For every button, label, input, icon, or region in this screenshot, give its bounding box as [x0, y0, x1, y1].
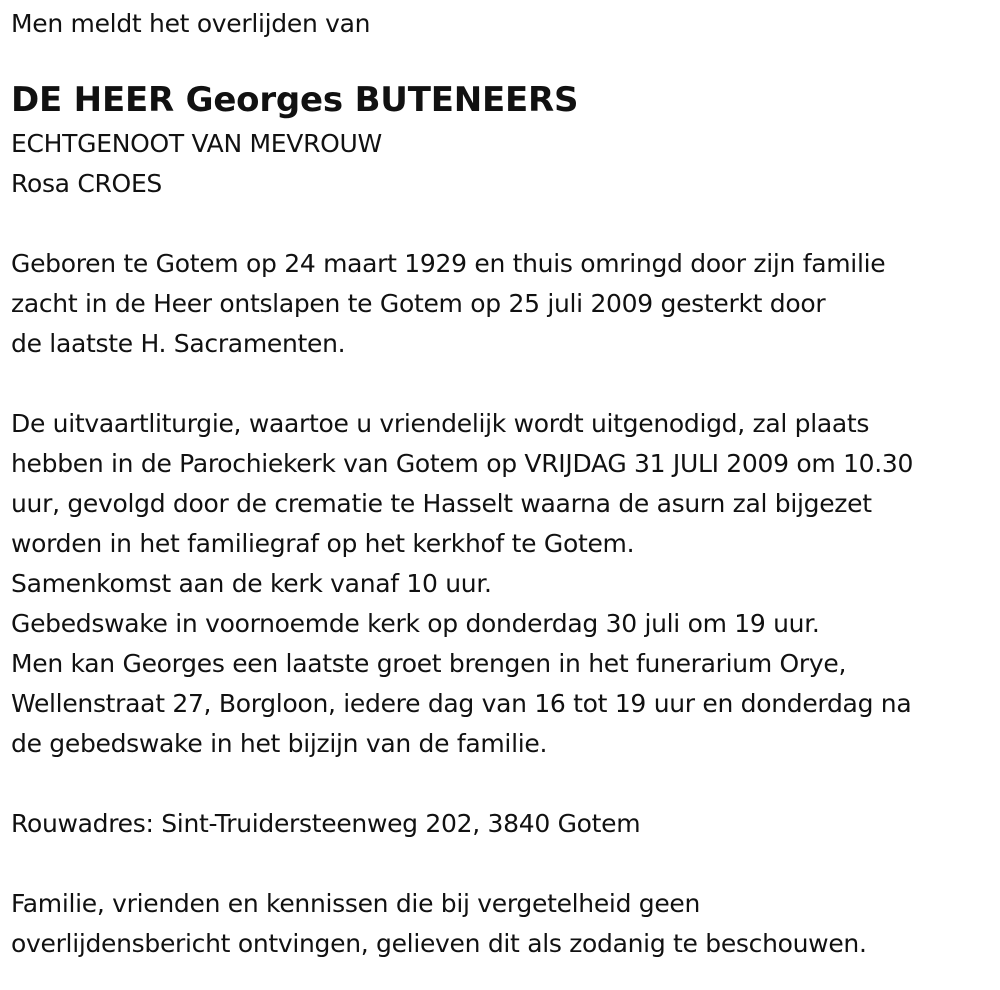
paragraph-line: de laatste H. Sacramenten. [11, 329, 346, 358]
paragraph-line: Geboren te Gotem op 24 maart 1929 en thuis omringd door zijn familie [11, 249, 886, 278]
birth-death-paragraph [11, 244, 1000, 364]
paragraph-line: Men kan Georges een laatste groet brengen in het funerarium Orye, [11, 649, 847, 678]
paragraph-line: De uitvaartliturgie, waartoe u vriendelijk wordt uitgenodigd, zal plaats [11, 409, 870, 438]
paragraph-line: zacht in de Heer ontslapen te Gotem op 25 juli 2009 gesterkt door [11, 289, 826, 318]
spacer [11, 364, 1000, 404]
paragraph-line: Gebedswake in voornoemde kerk op donderdag 30 juli om 19 uur. [11, 609, 820, 638]
paragraph-line: uur, gevolgd door de crematie te Hasselt waarna de asurn zal bijgezet [11, 489, 872, 518]
paragraph-line: Samenkomst aan de kerk vanaf 10 uur. [11, 569, 492, 598]
spacer [11, 844, 1000, 884]
spouse-label: ECHTGENOOT VAN MEVROUW [11, 129, 382, 158]
spacer [11, 204, 1000, 244]
paragraph-line: hebben in de Parochiekerk van Gotem op VRIJDAG 31 JULI 2009 om 10.30 [11, 449, 914, 478]
paragraph-line: Wellenstraat 27, Borgloon, iedere dag van 16 tot 19 uur en donderdag na [11, 689, 912, 718]
spacer [11, 764, 1000, 804]
spacer [11, 44, 1000, 76]
funeral-paragraph [11, 404, 1000, 764]
mourning-address: Rouwadres: Sint-Truidersteenweg 202, 3840 Gotem [11, 809, 641, 838]
paragraph-line: overlijdensbericht ontvingen, gelieven dit als zodanig te beschouwen. [11, 929, 867, 958]
deceased-name-heading: DE HEER Georges BUTENEERS [11, 80, 579, 120]
closing-paragraph [11, 884, 1000, 964]
paragraph-line: worden in het familiegraf op het kerkhof te Gotem. [11, 529, 635, 558]
intro-text: Men meldt het overlijden van [11, 9, 371, 38]
paragraph-line: de gebedswake in het bijzijn van de familie. [11, 729, 548, 758]
paragraph-line: Familie, vrienden en kennissen die bij vergetelheid geen [11, 889, 701, 918]
spouse-name: Rosa CROES [11, 169, 163, 198]
